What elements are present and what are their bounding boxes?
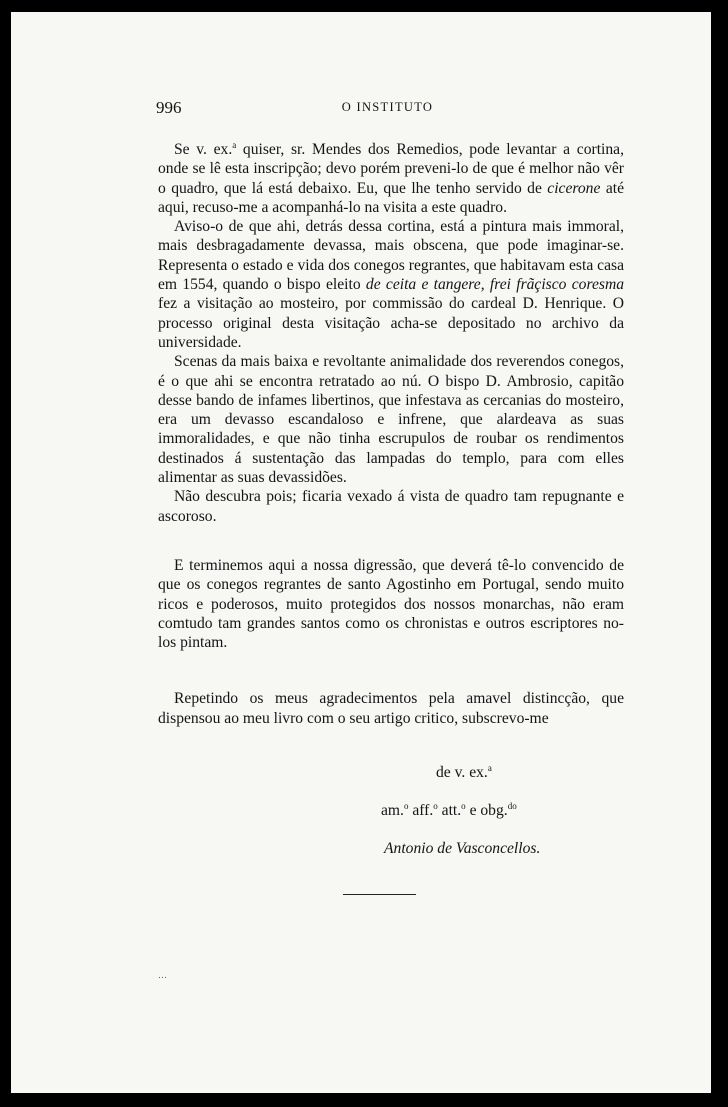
superscript: do — [507, 801, 517, 811]
paragraph — [158, 140, 624, 217]
closing-text: e obg. — [465, 802, 508, 819]
italic-text: de ceita e tangere, frei frãçisco coresma — [365, 276, 624, 294]
running-title: O INSTITUTO — [341, 100, 434, 114]
superscript: o — [403, 801, 409, 811]
book-page — [11, 12, 711, 1093]
text-run: até aqui, recuso-me a acompanhá-lo na visita a este quadro. — [158, 179, 624, 216]
page-header — [156, 98, 619, 120]
superscript: a — [232, 140, 237, 150]
text-run: fez a visitação ao mosteiro, por commissão do cardeal D. Henrique. O processo original desta visitação acha-se depositado no archivo da universidade. — [158, 295, 624, 351]
closing-text: att. — [437, 802, 462, 819]
text-run: Se v. ex. — [174, 141, 233, 158]
text-run: Scenas da mais baixa e revoltante animalidade dos reverendos conegos, é o que ahi se encontra retratado ao nú. O bispo D. Ambrosio, capitão desse bando de infames libertinos, que infestava as cercanias do mosteiro, era um devasso escandaloso e infrene, que alardeava as suas immoralidades, e que não tinha escrupulos de roubar os rendimentos destinados á sustentação das lampadas do templo, para com elles alimentar as suas devassidões. — [158, 353, 624, 487]
italic-text: cicerone — [547, 179, 601, 197]
letter-body — [158, 140, 624, 728]
paragraph — [158, 689, 624, 728]
closing-text: de v. ex. — [436, 764, 488, 781]
paragraph — [158, 487, 624, 526]
closing-abbreviations — [381, 802, 517, 820]
text-run: quiser, sr. Mendes dos Remedios, pode levantar a cortina, onde se lê esta inscripção; devo porém preveni-lo de que é melhor não vêr o quadro, que lá está debaixo. Eu, que lhe tenho servido de — [158, 141, 624, 197]
superscript: a — [487, 763, 492, 773]
text-run: Não descubra pois; ficaria vexado á vista de quadro tam repugnante e ascoroso. — [158, 488, 624, 525]
closing-text: am. — [381, 802, 404, 819]
text-run: E terminemos aqui a nossa digressão, que deverá tê-lo convencido de que os conegos regrantes de santo Agostinho em Portugal, sendo muito ricos e poderosos, muito protegidos dos nossos monarchas, não eram comtudo tam grandes santos como os chronistas e outros escriptores no-los pintam. — [158, 556, 624, 652]
superscript: o — [433, 801, 438, 811]
text-run: Repetindo os meus agradecimentos pela amavel distincção, que dispensou ao meu livro com o seu artigo critico, subscrevo-me — [158, 690, 624, 727]
closing-salutation — [436, 764, 492, 782]
page-number: 996 — [156, 98, 182, 117]
signature: Antonio de Vasconcellos. — [384, 840, 541, 857]
closing-text: aff. — [408, 802, 434, 819]
paragraph — [158, 217, 624, 352]
paragraph — [158, 556, 624, 652]
paragraph — [158, 352, 624, 487]
text-run: Aviso-o de que ahi, detrás dessa cortina, está a pintura mais immoral, mais desbragadamente devassa, mais obscena, que pode imaginar-se. Representa o estado e vida dos conegos regrantes, que habitavam esta casa em 1554, quando o bispo eleito — [158, 218, 624, 294]
superscript: o — [461, 801, 466, 811]
scan-border — [8, 8, 720, 1099]
closing-rule — [343, 894, 416, 895]
print-speck: … — [158, 970, 167, 980]
